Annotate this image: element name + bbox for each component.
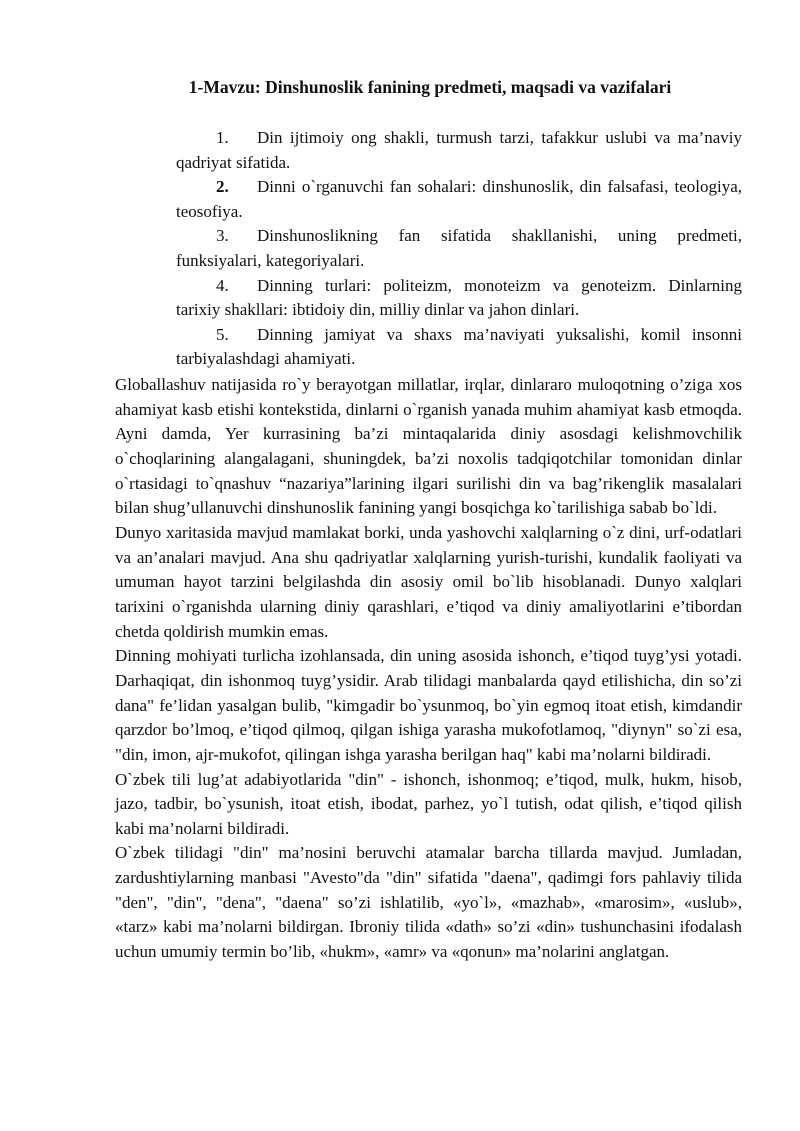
topic-item	[176, 224, 742, 273]
topic-item	[176, 126, 742, 175]
paragraph: O`zbek tilidagi "din" ma’nosini beruvchi atamalar barcha tillarda mavjud. Jumladan, zardushtiylarning manbasi "Avesto"da "din" sifatida "daena", qadimgi fors pahlaviy tilida "den", "din", "dena", "daena" so’zi ishlatilib, «yo`l», «mazhab», «marosim», «uslub», «tarz» kabi ma’nolarni bildirgan. Ibroniy tilida «dath» so’zi «din» tushunchasini ifodalash uchun umumiy termin bo’lib, «hukm», «amr» va «qonun» ma’nolarini anglatgan.	[115, 843, 742, 962]
topic-list	[176, 126, 742, 372]
topic-text: Dinni o`rganuvchi fan sohalari: dinshunoslik, din falsafasi, teologiya, teosofiya.	[176, 177, 742, 221]
paragraph: Dunyo xaritasida mavjud mamlakat borki, unda yashovchi xalqlarning o`z dini, urf-odatlari va an’analari mavjud. Ana shu qadriyatlar xalqlarning yurish-turishi, kundalik faoliyati va umuman hayot tarzini belgilashda din asosiy omil bo`lib hisoblanadi. Dunyo xalqlari tarixini o`rganishda ularning diniy qarashlari, e’tiqod va diniy amaliyotlarini e’tibordan chetda qoldirish mumkin emas.	[115, 522, 742, 641]
topic-number: 4.	[216, 275, 229, 295]
topic-item	[176, 274, 742, 323]
topic-text: Dinning turlari: politeizm, monoteizm va genoteizm. Dinlarning tarixiy shakllari: ibtidoiy din, milliy dinlar va jahon dinlari.	[176, 275, 742, 320]
topic-number: 3.	[216, 226, 229, 246]
body-text	[115, 373, 742, 965]
topic-item	[176, 323, 742, 372]
document-title: 1-Mavzu: Dinshunoslik fanining predmeti, maqsadi va vazifalari	[188, 77, 672, 97]
paragraph: Globallashuv natijasida ro`y berayotgan millatlar, irqlar, dinlararo muloqotning o’ziga xos ahamiyat kasb etishi kontekstida, dinlarni o`rganish yanada muhim ahamiyat kasb etmoqda. Ayni damda, Yer kurrasining ba’zi mintaqalarida diniy asosdagi kelishmovchilik o`choqlarining alangalagani, shuningdek, ba’zi noxolis tadqiqotchilar tomonidan dinlar o`rtasidagi to`qnashuv “nazariya”larining ilgari surilishi din va bag’rikenglik masalalari bilan shug’ullanuvchi dinshunoslik fanining yangi bosqichga ko`tarilishiga sabab bo`ldi.	[115, 375, 742, 518]
paragraph: Dinning mohiyati turlicha izohlansada, din uning asosida ishonch, e’tiqod tuyg’ysi yotadi. Darhaqiqat, din ishonmoq tuyg’ysidir. Arab tilidagi manbalarda qayd etilishicha, din so’zi dana" fe’lidan yasalgan bulib, "kimgadir bo`ysunmoq, bo`yin egmoq itoat etish, kimdandir qarzdor bo’lmoq, e’tiqod qilmoq, qilgan ishiga yarasha mukofotlamoq, "diynyn" so`zi esa, "din, imon, ajr-mukofot, qilingan ishga yarasha berilgan haq" kabi ma’nolarni bildiradi.	[115, 646, 742, 764]
topic-number: 5.	[216, 324, 229, 344]
topic-text: Dinning jamiyat va shaxs ma’naviyati yuksalishi, komil insonni tarbiyalashdagi ahamiyati.	[176, 324, 742, 369]
topic-number: 1.	[216, 128, 229, 147]
topic-text: Din ijtimoiy ong shakli, turmush tarzi, tafakkur uslubi va ma’naviy qadriyat sifatida.	[176, 128, 742, 172]
topic-item	[176, 175, 742, 224]
paragraph: O`zbek tili lug’at adabiyotlarida "din" - ishonch, ishonmoq; e’tiqod, mulk, hukm, hisob, jazo, tadbir, bo`ysunish, itoat etish, ibodat, parhez, yo`l tutish, odat qilish, e’tiqod qilish kabi ma’nolarni bildiradi.	[115, 769, 742, 838]
topic-number: 2.	[216, 177, 229, 197]
topic-text: Dinshunoslikning fan sifatida shakllanishi, uning predmeti, funksiyalari, kategoriyalari.	[176, 226, 742, 270]
